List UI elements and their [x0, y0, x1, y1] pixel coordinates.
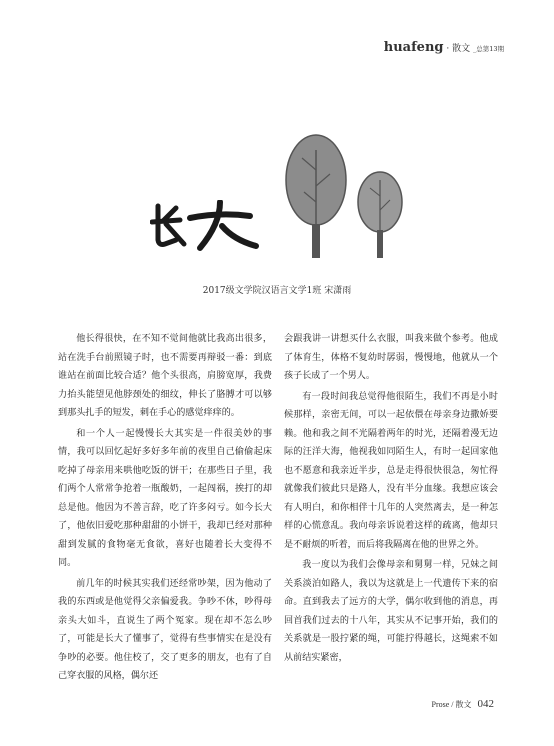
section-label: · 散文: [446, 44, 471, 54]
footer-label: Prose / 散文: [431, 700, 472, 709]
paragraph: 和一个人一起慢慢长大其实是一件很美妙的事情，我可以回忆起好多好多年前的夜里自己偷偷起床吃掉了母亲用来哄他吃饭的饼干；在那些日子里，我们两个人常常争抢着一瓶酸奶，一起闯祸，挨打的却总是他。他因为不善言辞，吃了许多闷亏。如今长大了，他依旧爱吃那种甜甜的小饼干，我却已经对那种甜到发腻的食物毫无食欲，喜好也随着长大变得不同。: [58, 428, 272, 568]
paragraph: 我一度以为我们会像母亲和舅舅一样，兄妹之间关系淡泊如路人，我以为这就是上一代遗传下来的宿命。直到我去了远方的大学，偶尔收到他的消息，再回首我们过去的十八年，其实从不记事开始，我们的关系就是一股拧紧的绳，可能拧得越长，这绳索不如从前结实紧密，: [284, 560, 498, 663]
page-header: [384, 40, 504, 55]
page-number: 042: [477, 698, 494, 710]
paragraph: 有一段时间我总觉得他很陌生，我们不再是小时候那样，亲密无间，可以一起依偎在母亲身边撒娇要赖。他和我之间不光隔着两年的时光，还隔着漫无边际的汪洋大海，他视我如同陌生人，有时一起回家他也不愿意和我亲近半步，总是走得很快很急，匆忙得就像我们彼此只是路人，没有半分血缘。我想应该会有人明白，和你相伴十几年的人突然离去，是一种怎样的心慌意乱。我向母亲诉说着这样的疏离，他却只是不耐烦的听着，而后将我隔离在他的世界之外。: [284, 391, 498, 550]
title-calligraphy: [150, 200, 260, 256]
author-byline: 2017级文学院汉语言文学1班 宋潇雨: [202, 286, 352, 296]
issue-number: _总第13期: [472, 45, 504, 53]
paragraph: 会跟我讲一讲想买什么衣服，叫我来做个参考。他成了体育生，体格不复幼时孱弱，慢慢地，他就从一个孩子长成了一个男人。: [284, 334, 498, 381]
tree-icon: [276, 130, 416, 260]
tree-illustration: [276, 130, 416, 264]
paragraph: 前几年的时候其实我们还经常吵架，因为他动了我的东西或是他觉得父亲偏爱我。争吵不休，吵得母亲头大如斗，直说生了两个冤家。现在却不怎么吵了，可能是长大了懂事了，觉得有些事情实在是没有争吵的必要。他住校了，交了更多的朋友，也有了自己穿衣服的风格，偶尔还: [58, 578, 272, 681]
paragraph: 他长得很快，在不知不觉间他就比我高出很多，站在洗手台前照镜子时，也不需要再辩驳一番：到底谁站在前面比较合适？他个头很高，肩膀宽厚，我费力抬头能望见他脖颈处的细纹，伸长了胳膊才可以够到那头扎手的短发，刺在手心的感觉痒痒的。: [58, 334, 272, 418]
title-calligraphy-graphic: [150, 200, 260, 252]
magazine-brand: huafeng: [383, 40, 444, 55]
page-footer: [432, 698, 495, 710]
article-column-left: [58, 330, 272, 688]
article-column-right: [284, 330, 498, 669]
